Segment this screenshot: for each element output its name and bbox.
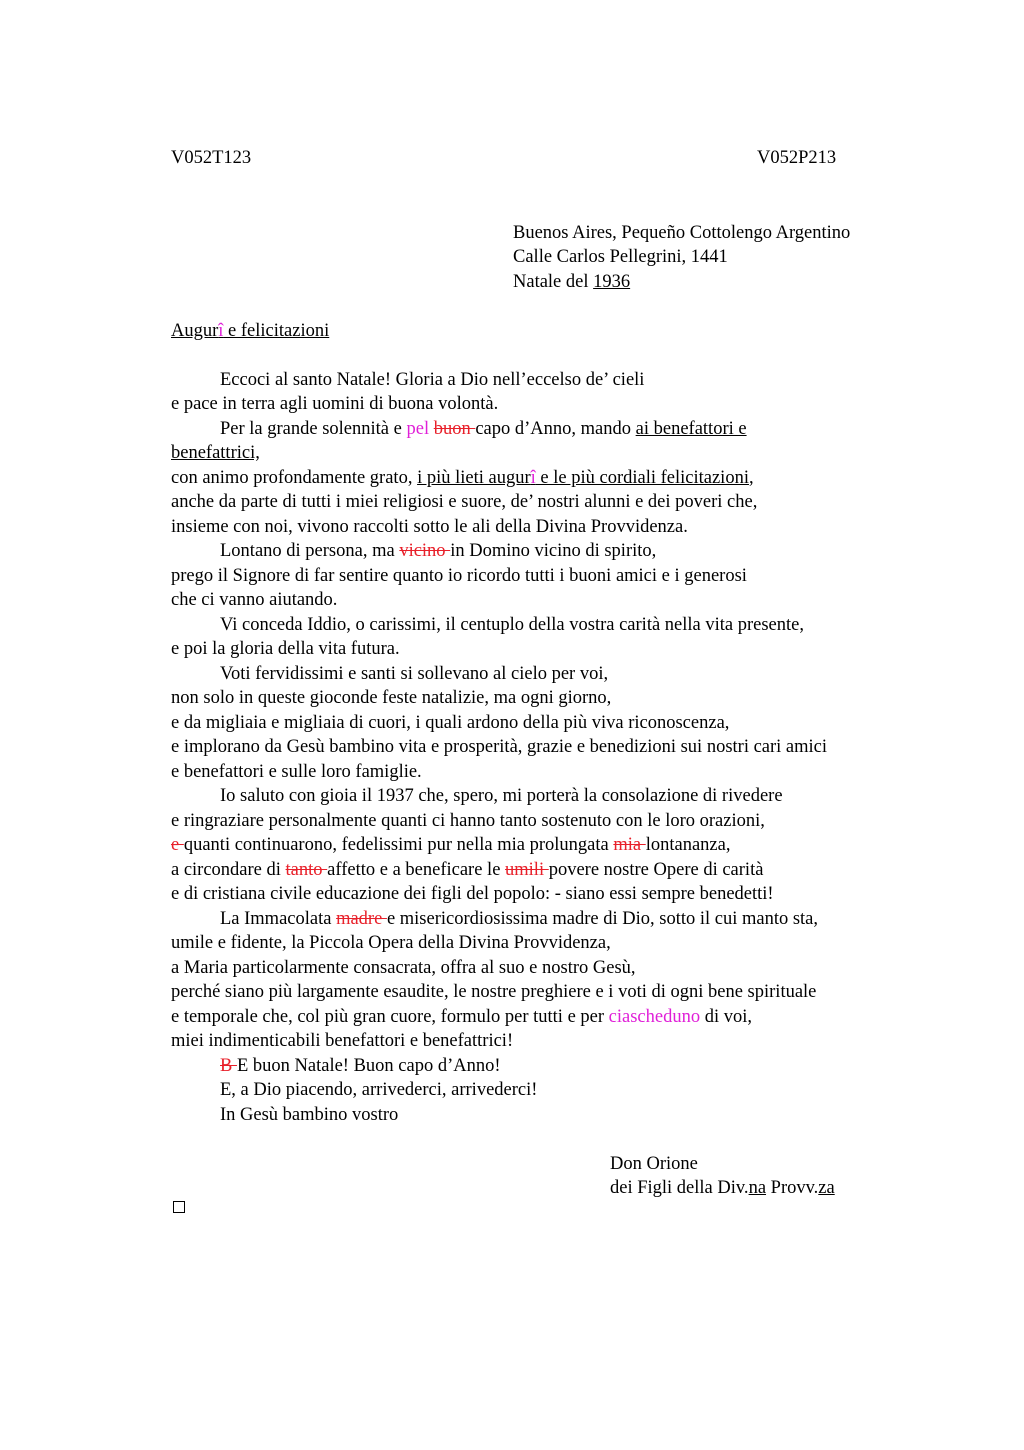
text-span: affetto e a beneficare le — [327, 859, 506, 880]
text-line: anche da parte di tutti i miei religiosi e suore, de’ nostri alunni e dei poveri che, — [171, 492, 758, 512]
underlined-text: benefattrici, — [171, 443, 260, 463]
title-accent: î — [218, 320, 224, 341]
address-line-1: Buenos Aires, Pequeño Cottolengo Argentino — [513, 222, 851, 243]
text-line — [171, 907, 911, 932]
text-line — [171, 441, 911, 466]
text-line: perché siano più largamente esaudite, le nostre preghiere e i voti di ogni bene spirituale — [171, 982, 817, 1002]
text-line: Eccoci al santo Natale! Gloria a Dio nell’eccelso de’ cieli — [220, 369, 645, 390]
text-span: a circondare di — [171, 859, 286, 880]
text-line — [171, 858, 911, 883]
text-line: Voti fervidissimi e santi si sollevano al cielo per voi, — [220, 663, 609, 684]
inserted-text: pel — [406, 418, 430, 439]
title-part: e felicitazioni — [223, 320, 330, 341]
deleted-text: B — [220, 1055, 237, 1076]
text-span: e misericordiosissima madre di Dio, sotto il cui manto sta, — [386, 908, 819, 929]
deleted-text: madre — [336, 908, 387, 929]
signature-name: Don Orione — [610, 1153, 698, 1174]
text-line: prego il Signore di far sentire quanto io ricordo tutti i buoni amici e i generosi — [171, 565, 747, 586]
signature-title — [610, 1176, 911, 1201]
text-line: e ringraziare personalmente quanti ci hanno tanto sostenuto con le loro orazioni, — [171, 810, 765, 831]
deleted-text: tanto — [285, 859, 328, 880]
address-date — [513, 270, 911, 295]
deleted-text: umili — [505, 859, 549, 880]
text-span: Provv. — [766, 1178, 819, 1198]
text-line — [171, 1054, 911, 1079]
document-id-right: V052P213 — [757, 148, 837, 168]
text-line: Vi conceda Iddio, o carissimi, il centuplo della vostra carità nella vita presente, — [220, 614, 804, 635]
document-id-left: V052T123 — [171, 148, 252, 168]
letter-document — [171, 146, 911, 1201]
inserted-text: î — [530, 467, 536, 488]
text-span: di voi, — [700, 1006, 753, 1027]
signature-block — [610, 1152, 911, 1201]
deleted-text: vicino — [399, 541, 451, 561]
underlined-text: ai benefattori e — [635, 418, 747, 439]
inserted-text: ciascheduno — [608, 1006, 701, 1027]
text-span: povere nostre Opere di carità — [548, 859, 764, 880]
text-span: lontananza, — [645, 835, 731, 855]
text-span: e temporale che, col più gran cuore, formulo per tutti e per — [171, 1006, 609, 1027]
text-span: capo d’Anno, mando — [475, 418, 636, 439]
text-line — [171, 466, 911, 491]
text-line: e poi la gloria della vita futura. — [171, 639, 400, 659]
text-line: e di cristiana civile educazione dei figli del popolo: - siano essi sempre benedetti! — [171, 884, 774, 904]
date-prefix: Natale del — [513, 271, 594, 292]
text-line: In Gesù bambino vostro — [220, 1104, 399, 1125]
letter-body — [171, 368, 911, 1128]
text-line: E, a Dio piacendo, arrivederci, arrivederci! — [220, 1080, 538, 1100]
text-span: , — [748, 467, 754, 488]
text-span: Per la grande solennità e — [220, 418, 407, 439]
text-line: e da migliaia e migliaia di cuori, i quali ardono della più viva riconoscenza, — [171, 712, 730, 733]
date-year: 1936 — [593, 271, 631, 292]
text-line: a Maria particolarmente consacrata, offra al suo e nostro Gesù, — [171, 957, 636, 978]
text-span: E buon Natale! Buon capo d’Anno! — [236, 1055, 501, 1076]
text-line: insieme con noi, vivono raccolti sotto le ali della Divina Provvidenza. — [171, 516, 688, 537]
text-line — [171, 1005, 911, 1030]
address-block — [513, 221, 911, 295]
text-span: Lontano di persona, ma — [220, 541, 400, 561]
text-line: e benefattori e sulle loro famiglie. — [171, 761, 422, 782]
text-span: in Domino vicino di spirito, — [450, 541, 657, 561]
letter-title — [171, 319, 911, 344]
text-line: che ci vanno aiutando. — [171, 590, 338, 610]
text-span: con animo profondamente grato, — [171, 467, 418, 488]
text-line — [171, 417, 911, 442]
underlined-text: na — [748, 1178, 767, 1198]
text-span: dei Figli della Div. — [610, 1178, 749, 1198]
title-part: Augur — [171, 320, 219, 341]
underlined-text: e le più cordiali felicitazioni — [535, 467, 749, 488]
text-span: quanti continuarono, fedelissimi pur nella mia prolungata — [183, 835, 614, 855]
address-line-2: Calle Carlos Pellegrini, 1441 — [513, 247, 728, 267]
deleted-text: mia — [613, 835, 646, 855]
text-line: umile e fidente, la Piccola Opera della Divina Provvidenza, — [171, 933, 611, 953]
deleted-text: buon — [433, 418, 476, 439]
text-line: Io saluto con gioia il 1937 che, spero, mi porterà la consolazione di rivedere — [220, 786, 783, 806]
text-line: miei indimenticabili benefattori e benefattrici! — [171, 1031, 514, 1051]
document-ids — [171, 146, 911, 171]
checkbox-glyph — [173, 1201, 185, 1213]
text-line: e pace in terra agli uomini di buona volontà. — [171, 394, 499, 414]
text-line — [171, 539, 911, 564]
deleted-text: e — [171, 835, 184, 855]
text-line — [171, 833, 911, 858]
text-line: e implorano da Gesù bambino vita e prosperità, grazie e benedizioni sui nostri cari amici — [171, 737, 828, 757]
text-line: non solo in queste gioconde feste natalizie, ma ogni giorno, — [171, 688, 612, 708]
underlined-text: i più lieti augur — [417, 467, 531, 488]
underlined-text: za — [818, 1178, 835, 1198]
text-span: La Immacolata — [220, 908, 337, 929]
